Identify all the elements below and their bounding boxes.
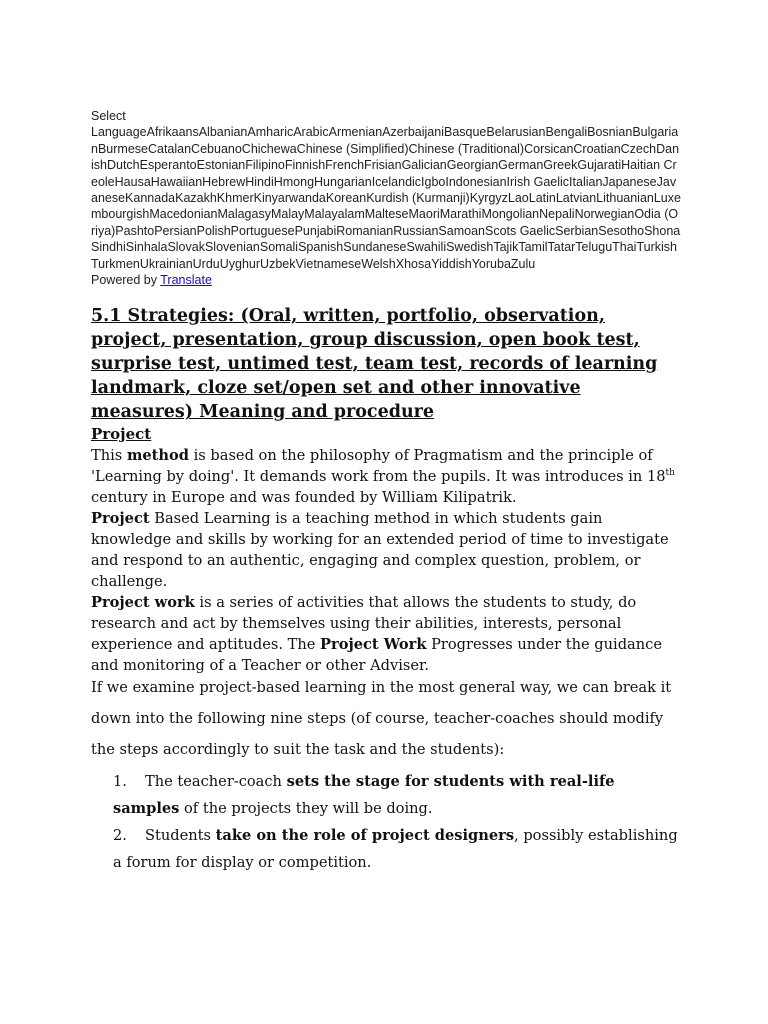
translate-widget xyxy=(91,108,681,288)
paragraph-method: This method is based on the philosophy of Pragmatism and the principle of 'Learning by doing'. It demands work from the pupils. It was introduces in 18th century in Europe and was founded by William Kilipatrik. xyxy=(91,447,675,507)
translate-link[interactable]: Translate xyxy=(160,273,212,288)
list-item: 2. Students take on the role of project designers, possibly establishing a forum for display or competition. xyxy=(113,827,678,871)
paragraph-project-based-learning: Project Based Learning is a teaching method in which students gain knowledge and skills by working for an extended period of time to investigate and respond to an authentic, engaging and complex question, problem, or challenge. xyxy=(91,510,669,591)
paragraph-nine-steps: If we examine project-based learning in the most general way, we can break it down into the following nine steps (of course, teacher-coaches should modify the steps accordingly to suit the task and the students): xyxy=(91,679,672,759)
language-list[interactable]: LanguageAfrikaansAlbanianAmharicArabicArmenianAzerbaijaniBasqueBelarusianBengaliBosnianBulgarianBurmeseCatalanCebuanoChichewaChinese (Simplified)Chinese (Traditional)CorsicanCroatianCzechDanishDutchEsperantoEstonianFilipinoFinnishFrenchFrisianGalicianGeorgianGermanGreekGujaratiHaitian CreoleHausaHawaiianHebrewHindiHmongHungarianIcelandicIgboIndonesianIrish GaelicItalianJapaneseJavaneseKannadaKazakhKhmerKinyarwandaKoreanKurdish (Kurmanji)KyrgyzLaoLatinLatvianLithuanianLuxembourgishMacedonianMalagasyMalayMalayalamMalteseMaoriMarathiMongolianNepaliNorwegianOdia (Oriya)PashtoPersianPolishPortuguesePunjabiRomanianRussianSamoanScots GaelicSerbianSesothoShonaSindhiSinhalaSlovakSlovenianSomaliSpanishSundaneseSwahiliSwedishTajikTamilTatarTeluguThaiTurkishTurkmenUkrainianUrduUyghurUzbekVietnameseWelshXhosaYiddishYorubaZulu xyxy=(91,125,681,271)
document-page xyxy=(91,108,681,877)
subheading-project: Project xyxy=(91,425,152,444)
powered-by-text: Powered by xyxy=(91,273,161,288)
paragraph-project-work: Project work is a series of activities that allows the students to study, do research and act by themselves using their abilities, interests, personal experience and aptitudes. The Project Work Progresses under the guidance and monitoring of a Teacher or other Adviser. xyxy=(91,594,662,675)
list-item: 1. The teacher-coach sets the stage for students with real-life samples of the projects they will be doing. xyxy=(113,773,615,817)
powered-by-line xyxy=(91,272,681,288)
steps-list xyxy=(91,769,681,876)
section-title: 5.1 Strategies: (Oral, written, portfolio, observation, project, presentation, group discussion, open book test, surprise test, untimed test, team test, records of learning landmark, cloze set/open set and other innovative measures) Meaning and procedure xyxy=(91,306,658,423)
select-language-label[interactable]: Select xyxy=(91,109,126,123)
